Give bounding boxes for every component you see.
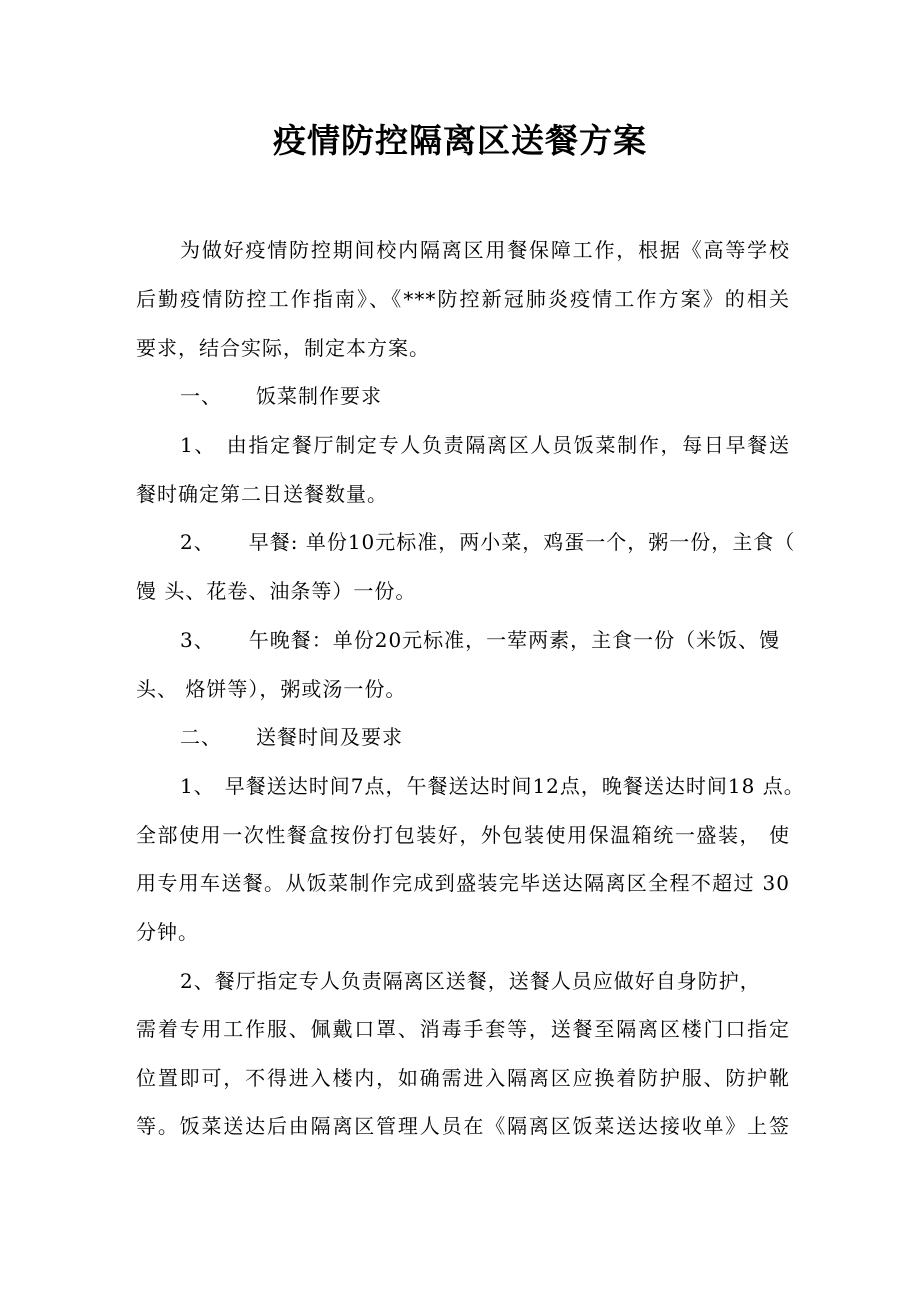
section-2-title: 送餐时间及要求 [256, 725, 403, 749]
section-1-heading [180, 381, 382, 411]
s2-item-2-text: 餐厅指定专人负责隔离区送餐，送餐人员应做好自身防护， [214, 969, 761, 993]
s2-item-1-line-4: 分钟。 [136, 920, 199, 944]
s2-item-2-line-4: 等。饭菜送达后由隔离区管理人员在《隔离区饭菜送达接收单》上签 [136, 1114, 790, 1138]
s1-item-1-number: 1、 [180, 433, 217, 457]
s1-item-3-text: 午晚餐：单份20元标准，一荤两素，主食一份（米饭、馒 [248, 628, 781, 652]
s2-item-1-line-3: 用专用车送餐。从饭菜制作完成到盛装完毕送达隔离区全程不超过 30 [136, 871, 790, 895]
section-2-number: 二、 [180, 725, 222, 749]
s1-item-1-text: 由指定餐厅制定专人负责隔离区人员饭菜制作，每日早餐送 [226, 433, 790, 457]
intro-line-1: 为做好疫情防控期间校内隔离区用餐保障工作，根据《高等学校 [180, 238, 790, 262]
s2-item-1-text: 早餐送达时间7点，午餐送达时间12点，晚餐送达时间18 点。 [224, 774, 805, 798]
s2-item-2-line-3: 位置即可，不得进入楼内，如确需进入隔离区应换着防护服、防护靴 [136, 1066, 790, 1090]
s2-item-2-line-1 [180, 966, 761, 996]
s2-item-1-line-2: 全部使用一次性餐盒按份打包装好，外包装使用保温箱统一盛装， 使 [136, 823, 790, 847]
s1-item-3-line-1 [180, 625, 780, 655]
section-1-number: 一、 [180, 384, 222, 408]
intro-line-2: 后勤疫情防控工作指南》、《***防控新冠肺炎疫情工作方案》的相关 [136, 287, 790, 311]
s1-item-2-line-1 [180, 527, 795, 557]
s1-item-1-line-1 [180, 430, 790, 460]
s1-item-2-number: 2、 [180, 530, 215, 554]
s1-item-2-line-2: 馒 头、花卷、油条等）一份。 [136, 579, 417, 603]
s2-item-2-line-2: 需着专用工作服、佩戴口罩、消毒手套等，送餐至隔离区楼门口指定 [136, 1017, 790, 1041]
s1-item-3-line-2: 头、 烙饼等），粥或汤一份。 [136, 677, 407, 701]
s1-item-1-line-2: 餐时确定第二日送餐数量。 [136, 482, 388, 506]
section-2-heading [180, 722, 403, 752]
intro-line-3: 要求，结合实际，制定本方案。 [136, 336, 430, 360]
s2-item-2-number: 2、 [180, 969, 215, 993]
document-title: 疫情防控隔离区送餐方案 [273, 121, 647, 160]
s2-item-1-line-1 [180, 771, 805, 801]
s1-item-3-number: 3、 [180, 628, 215, 652]
section-1-title: 饭菜制作要求 [256, 384, 382, 408]
s1-item-2-text: 早餐: 单份10元标准，两小菜，鸡蛋一个，粥一份，主食（ [248, 530, 796, 554]
s2-item-1-number: 1、 [180, 774, 215, 798]
